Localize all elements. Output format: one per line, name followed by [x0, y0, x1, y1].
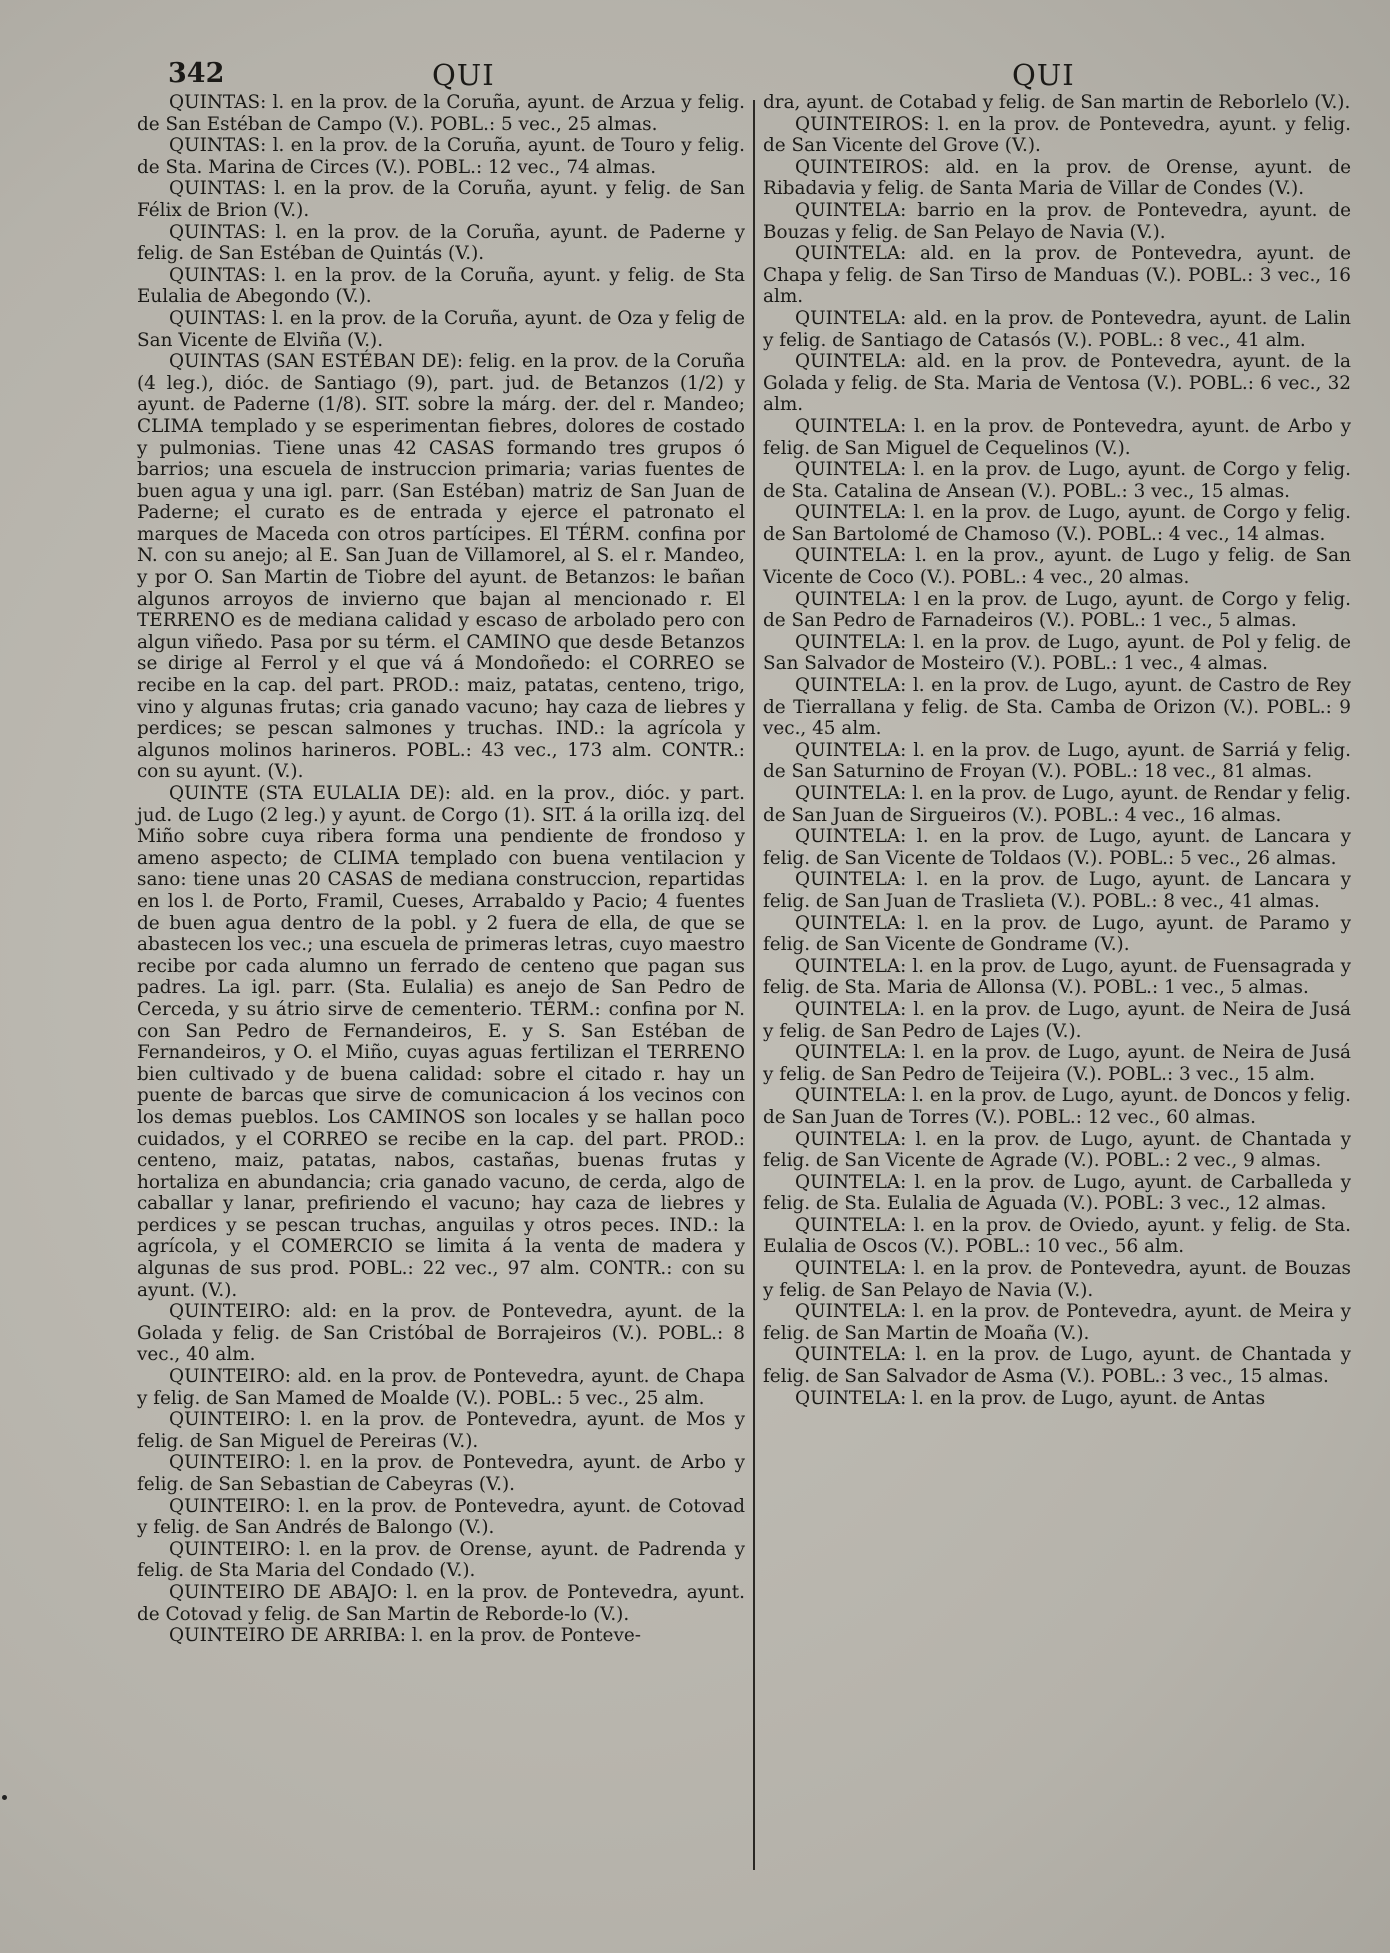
left-column: [137, 92, 745, 1647]
entry: QUINTELA: l. en la prov., ayunt. de Lugo y felig. de San Vicente de Coco (V.). POBL.: 4 vec., 20 almas.: [763, 545, 1351, 589]
entry: QUINTAS: l. en la prov. de la Coruña, ayunt. de Paderne y felig. de San Estéban de Quintás (V.).: [137, 221, 745, 265]
entry: QUINTEIROS: ald. en la prov. de Orense, ayunt. de Ribadavia y felig. de Santa Maria de Villar de Condes (V.).: [763, 156, 1351, 200]
entry: QUINTELA: l. en la prov. de Lugo, ayunt. de Chantada y felig. de San Vicente de Agrade (V.). POBL.: 2 vec., 9 almas.: [763, 1128, 1351, 1172]
entry: QUINTELA: l. en la prov. de Pontevedra, ayunt. de Arbo y felig. de San Miguel de Cequelinos (V.).: [763, 415, 1351, 459]
entry: QUINTEIRO: ald. en la prov. de Pontevedra, ayunt. de Chapa y felig. de San Mamed de Moalde (V.). POBL.: 5 vec., 25 alm.: [137, 1366, 745, 1409]
entry: QUINTELA: barrio en la prov. de Pontevedra, ayunt. de Bouzas y felig. de San Pelayo de Navia (V.).: [763, 199, 1351, 243]
entry: QUINTAS: l. en la prov. de la Coruña, ayunt. de Touro y felig. de Sta. Marina de Circes (V.). POBL.: 12 vec., 74 almas.: [137, 135, 745, 178]
entry: QUINTELA: l. en la prov. de Lugo, ayunt. de Paramo y felig. de San Vicente de Gondrame (V.).: [763, 912, 1351, 956]
entry: QUINTELA: l. en la prov. de Lugo, ayunt. de Fuensagrada y felig. de Sta. Maria de Allonsa (V.). POBL.: 1 vec., 5 almas.: [763, 955, 1351, 999]
entry: QUINTEIRO DE ARRIBA: l. en la prov. de Ponteve-: [169, 1625, 641, 1647]
entry: QUINTELA: l. en la prov. de Lugo, ayunt. de Carballeda y felig. de Sta. Eulalia de Aguada (V.). POBL: 3 vec., 12 almas.: [763, 1171, 1351, 1215]
entry: QUINTAS: l. en la prov. de la Coruña, ayunt. de Oza y felig de San Vicente de Elviña (V.).: [137, 307, 745, 351]
entry-continuation: dra, ayunt. de Cotabad y felig. de San martin de Reborlelo (V.).: [763, 92, 1351, 113]
entry: QUINTELA: l en la prov. de Lugo, ayunt. de Corgo y felig. de San Pedro de Farnadeiros (V.). POBL.: 1 vec., 5 almas.: [763, 588, 1351, 632]
ink-dot: [2, 1795, 7, 1800]
entry: QUINTAS: l. en la prov. de la Coruña, ayunt. y felig. de Sta Eulalia de Abegondo (V.).: [137, 264, 745, 308]
entry: QUINTEIRO: l. en la prov. de Pontevedra, ayunt. de Arbo y felig. de San Sebastian de Cabeyras (V.).: [137, 1452, 745, 1495]
right-running-head: QUI: [1012, 58, 1075, 92]
entry: QUINTELA: ald. en la prov. de Pontevedra, ayunt. de Lalin y felig. de Santiago de Catasós (V.). POBL.: 8 vec., 41 alm.: [763, 307, 1351, 351]
entry: QUINTELA: l. en la prov. de Pontevedra, ayunt. de Bouzas y felig. de San Pelayo de Navia (V.).: [763, 1258, 1351, 1301]
entry: QUINTEIRO: l. en la prov. de Orense, ayunt. de Padrenda y felig. de Sta Maria del Condado (V.).: [137, 1538, 745, 1582]
entry: QUINTAS: l. en la prov. de la Coruña, ayunt. y felig. de San Félix de Brion (V.).: [137, 178, 745, 221]
entry: QUINTELA: l. en la prov. de Oviedo, ayunt. y felig. de Sta. Eulalia de Oscos (V.). POBL.: 10 vec., 56 alm.: [763, 1214, 1351, 1258]
left-running-head: QUI: [432, 58, 495, 92]
entry: QUINTE (STA EULALIA DE): ald. en la prov., dióc. y part. jud. de Lugo (2 leg.) y ayunt. de Corgo (1). SIT. á la orilla izq. del Miño sobre cuya ribera forma una pendiente de frondoso y ameno aspecto; de CLIMA templado con buena ventilacion y sano: tiene unas 20 CASAS de mediana construccion, repartidas en los l. de Porto, Framil, Cueses, Arrabaldo y Pacio; 4 fuentes de buen agua dentro de la pobl. y 2 fuera de ella, de que se abastecen los vec.; una escuela de primeras letras, cuyo maestro recibe por cada alumno un ferrado de centeno que pagan sus padres. La igl. parr. (Sta. Eulalia) es anejo de San Pedro de Cerceda, y su átrio sirve de cementerio. TÉRM.: confina por N. con San Pedro de Fernandeiros, E. y S. San Estéban de Fernandeiros, y O. el Miño, cuyas aguas fertilizan el TERRENO bien cultivado y de buena calidad: sobre el citado r. hay un puente de barcas que sirve de comunicacion á los vecinos con los demas pueblos. Los CAMINOS son locales y se hallan poco cuidados, y el CORREO se recibe en la cap. del part. PROD.: centeno, maiz, patatas, nabos, castañas, buenas frutas y hortaliza en abundancia; cria ganado vacuno, de cerda, algo de caballar y lanar, prefiriendo el vacuno; hay caza de liebres y perdices y se pescan truchas, anguilas y otros peces. IND.: la agrícola, y el COMERCIO se limita á la venta de madera y algunas de sus prod. POBL.: 22 vec., 97 alm. CONTR.: con su ayunt. (V.).: [137, 783, 745, 1301]
entry: QUINTELA: l. en la prov. de Pontevedra, ayunt. de Meira y felig. de San Martin de Moaña (V.).: [763, 1301, 1351, 1344]
entry: QUINTELA: l. en la prov. de Lugo, ayunt. de Neira de Jusá y felig. de San Pedro de Lajes (V.).: [763, 998, 1351, 1042]
entry: QUINTELA: l. en la prov. de Lugo, ayunt. de Lancara y felig. de San Juan de Traslieta (V.). POBL.: 8 vec., 41 almas.: [763, 869, 1351, 912]
entry: QUINTELA: l. en la prov. de Lugo, ayunt. de Lancara y felig. de San Vicente de Toldaos (V.). POBL.: 5 vec., 26 almas.: [763, 826, 1351, 869]
entry: QUINTELA: l. en la prov. de Lugo, ayunt. de Doncos y felig. de San Juan de Torres (V.). POBL.: 12 vec., 60 almas.: [763, 1085, 1351, 1128]
entry: QUINTAS: l. en la prov. de la Coruña, ayunt. de Arzua y felig. de San Estéban de Campo (V.). POBL.: 5 vec., 25 almas.: [137, 92, 745, 135]
column-divider: [753, 100, 755, 1870]
entry: QUINTELA: l. en la prov. de Lugo, ayunt. de Chantada y felig. de San Salvador de Asma (V.). POBL.: 3 vec., 15 almas.: [763, 1344, 1351, 1388]
entry: QUINTELA: ald. en la prov. de Pontevedra, ayunt. de la Golada y felig. de Sta. Maria de Ventosa (V.). POBL.: 6 vec., 32 alm.: [763, 351, 1351, 416]
entry: QUINTELA: ald. en la prov. de Pontevedra, ayunt. de Chapa y felig. de San Tirso de Manduas (V.). POBL.: 3 vec., 16 alm.: [763, 243, 1351, 308]
entry: QUINTAS (SAN ESTÉBAN DE): felig. en la prov. de la Coruña (4 leg.), dióc. de Santiago (9), part. jud. de Betanzos (1/2) y ayunt. de Paderne (1/8). SIT. sobre la márg. der. del r. Mandeo; CLIMA templado y se esperimentan fiebres, dolores de costado y pulmonias. Tiene unas 42 CASAS formando tres grupos ó barrios; una escuela de instruccion primaria; varias fuentes de buen agua y una igl. parr. (San Estéban) matriz de San Juan de Paderne; el curato es de entrada y ejerce el patronato el marques de Maceda con otros partícipes. El TÉRM. confina por N. con su anejo; al E. San Juan de Villamorel, al S. el r. Mandeo, y por O. San Martin de Tiobre del ayunt. de Betanzos: le bañan algunos arroyos de invierno que bajan al mencionado r. El TERRENO es de mediana calidad y escaso de arbolado pero con algun viñedo. Pasa por su térm. el CAMINO que desde Betanzos se dirige al Ferrol y el que vá á Mondoñedo: el CORREO se recibe en la cap. del part. PROD.: maiz, patatas, centeno, trigo, vino y algunas frutas; cria ganado vacuno; hay caza de liebres y perdices; se pescan salmones y truchas. IND.: la agrícola y algunos molinos harineros. POBL.: 43 vec., 173 alm. CONTR.: con su ayunt. (V.).: [137, 351, 745, 783]
entry: QUINTELA: l. en la prov. de Lugo, ayunt. de Antas: [795, 1387, 1266, 1409]
entry: QUINTEIRO DE ABAJO: l. en la prov. de Pontevedra, ayunt. de Cotovad y felig. de San Martin de Reborde-lo (V.).: [137, 1581, 745, 1625]
entry: QUINTEIRO: ald: en la prov. de Pontevedra, ayunt. de la Golada y felig. de San Cristóbal de Borrajeiros (V.). POBL.: 8 vec., 40 alm.: [137, 1301, 745, 1366]
right-column: [763, 92, 1351, 1409]
entry: QUINTELA: l. en la prov. de Lugo, ayunt. de Rendar y felig. de San Juan de Sirgueiros (V.). POBL.: 4 vec., 16 almas.: [763, 783, 1351, 826]
entry: QUINTELA: l. en la prov. de Lugo, ayunt. de Sarriá y felig. de San Saturnino de Froyan (V.). POBL.: 18 vec., 81 almas.: [763, 739, 1351, 783]
entry: QUINTELA: l. en la prov. de Lugo, ayunt. de Corgo y felig. de San Bartolomé de Chamoso (V.). POBL.: 4 vec., 14 almas.: [763, 502, 1351, 545]
entry: QUINTELA: l. en la prov. de Lugo, ayunt. de Neira de Jusá y felig. de San Pedro de Teijeira (V.). POBL.: 3 vec., 15 alm.: [763, 1042, 1351, 1085]
entry: QUINTELA: l. en la prov. de Lugo, ayunt. de Castro de Rey de Tierrallana y felig. de Sta. Camba de Orizon (V.). POBL.: 9 vec., 45 alm.: [763, 675, 1351, 740]
entry: QUINTELA: l. en la prov. de Lugo, ayunt. de Pol y felig. de San Salvador de Mosteiro (V.). POBL.: 1 vec., 4 almas.: [763, 631, 1351, 675]
entry: QUINTEIRO: l. en la prov. de Pontevedra, ayunt. de Mos y felig. de San Miguel de Pereiras (V.).: [137, 1409, 745, 1452]
entry: QUINTELA: l. en la prov. de Lugo, ayunt. de Corgo y felig. de Sta. Catalina de Ansean (V.). POBL.: 3 vec., 15 almas.: [763, 459, 1351, 502]
entry: QUINTEIROS: l. en la prov. de Pontevedra, ayunt. y felig. de San Vicente del Grove (V.).: [763, 113, 1351, 157]
page-number: 342: [168, 58, 225, 89]
entry: QUINTEIRO: l. en la prov. de Pontevedra, ayunt. de Cotovad y felig. de San Andrés de Balongo (V.).: [137, 1495, 745, 1539]
